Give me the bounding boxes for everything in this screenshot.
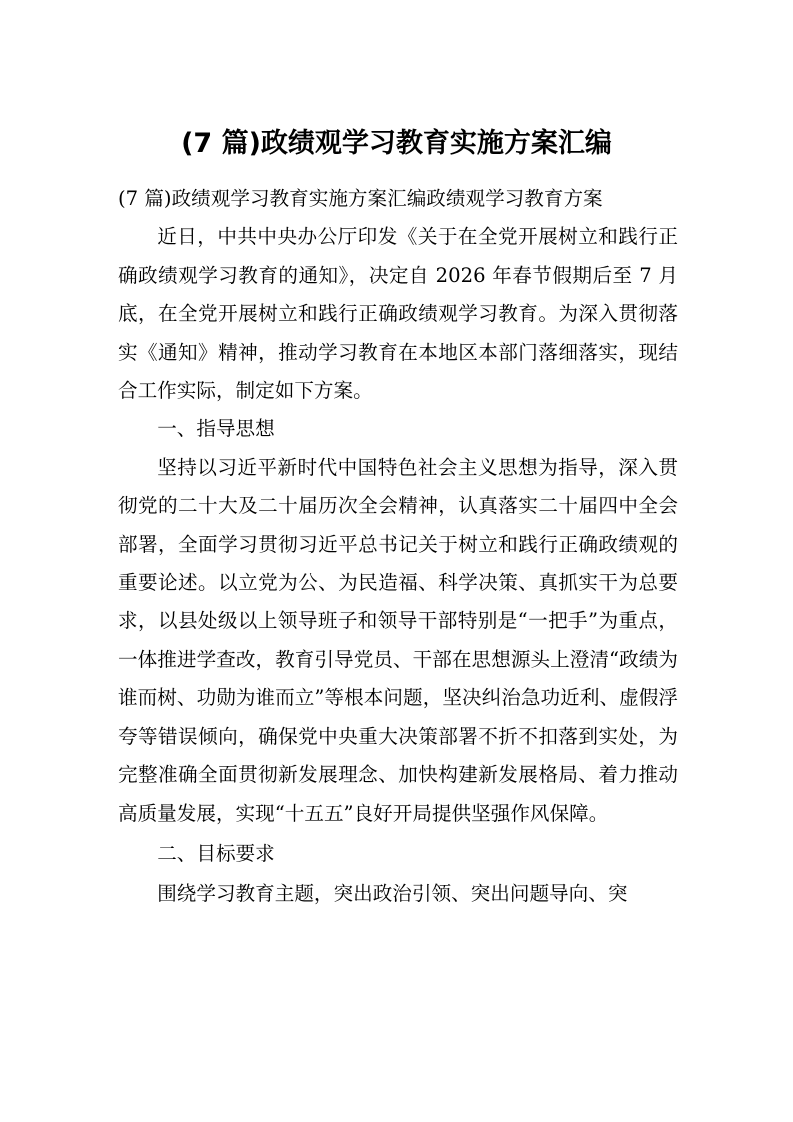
- document-title: (7 篇)政绩观学习教育实施方案汇编: [181, 128, 612, 159]
- section-heading-goals: 二、目标要求: [157, 841, 275, 865]
- section-heading-guiding-thought: 一、指导思想: [157, 417, 275, 441]
- intro-paragraph: 近日，中共中央办公厅印发《关于在全党开展树立和践行正确政绩观学习教育的通知》，决定自 2026 年春节假期后至 7 月底，在全党开展树立和践行正确政绩观学习教育。为深入贯彻落实《通知》精神，推动学习教育在本地区本部门落细落实，现结合工作实际，制定如下方案。: [118, 225, 678, 403]
- goals-paragraph: 围绕学习教育主题，突出政治引领、突出问题导向、突: [157, 882, 628, 906]
- subtitle-paragraph: (7 篇)政绩观学习教育实施方案汇编政绩观学习教育方案: [118, 187, 603, 210]
- document-body: [118, 180, 678, 914]
- guiding-thought-paragraph: 坚持以习近平新时代中国特色社会主义思想为指导，深入贯彻党的二十大及二十届历次全会精神，认真落实二十届四中全会部署，全面学习贯彻习近平总书记关于树立和践行正确政绩观的重要论述。以立党为公、为民造福、科学决策、真抓实干为总要求，以县处级以上领导班子和领导干部特别是“一把手”为重点，一体推进学查改，教育引导党员、干部在思想源头上澄清“政绩为谁而树、功勋为谁而立”等根本问题，坚决纠治急功近利、虚假浮夸等错误倾向，确保党中央重大决策部署不折不扣落到实处，为完整准确全面贯彻新发展理念、加快构建新发展格局、着力推动高质量发展，实现“十五五”良好开局提供坚强作风保障。: [118, 455, 678, 825]
